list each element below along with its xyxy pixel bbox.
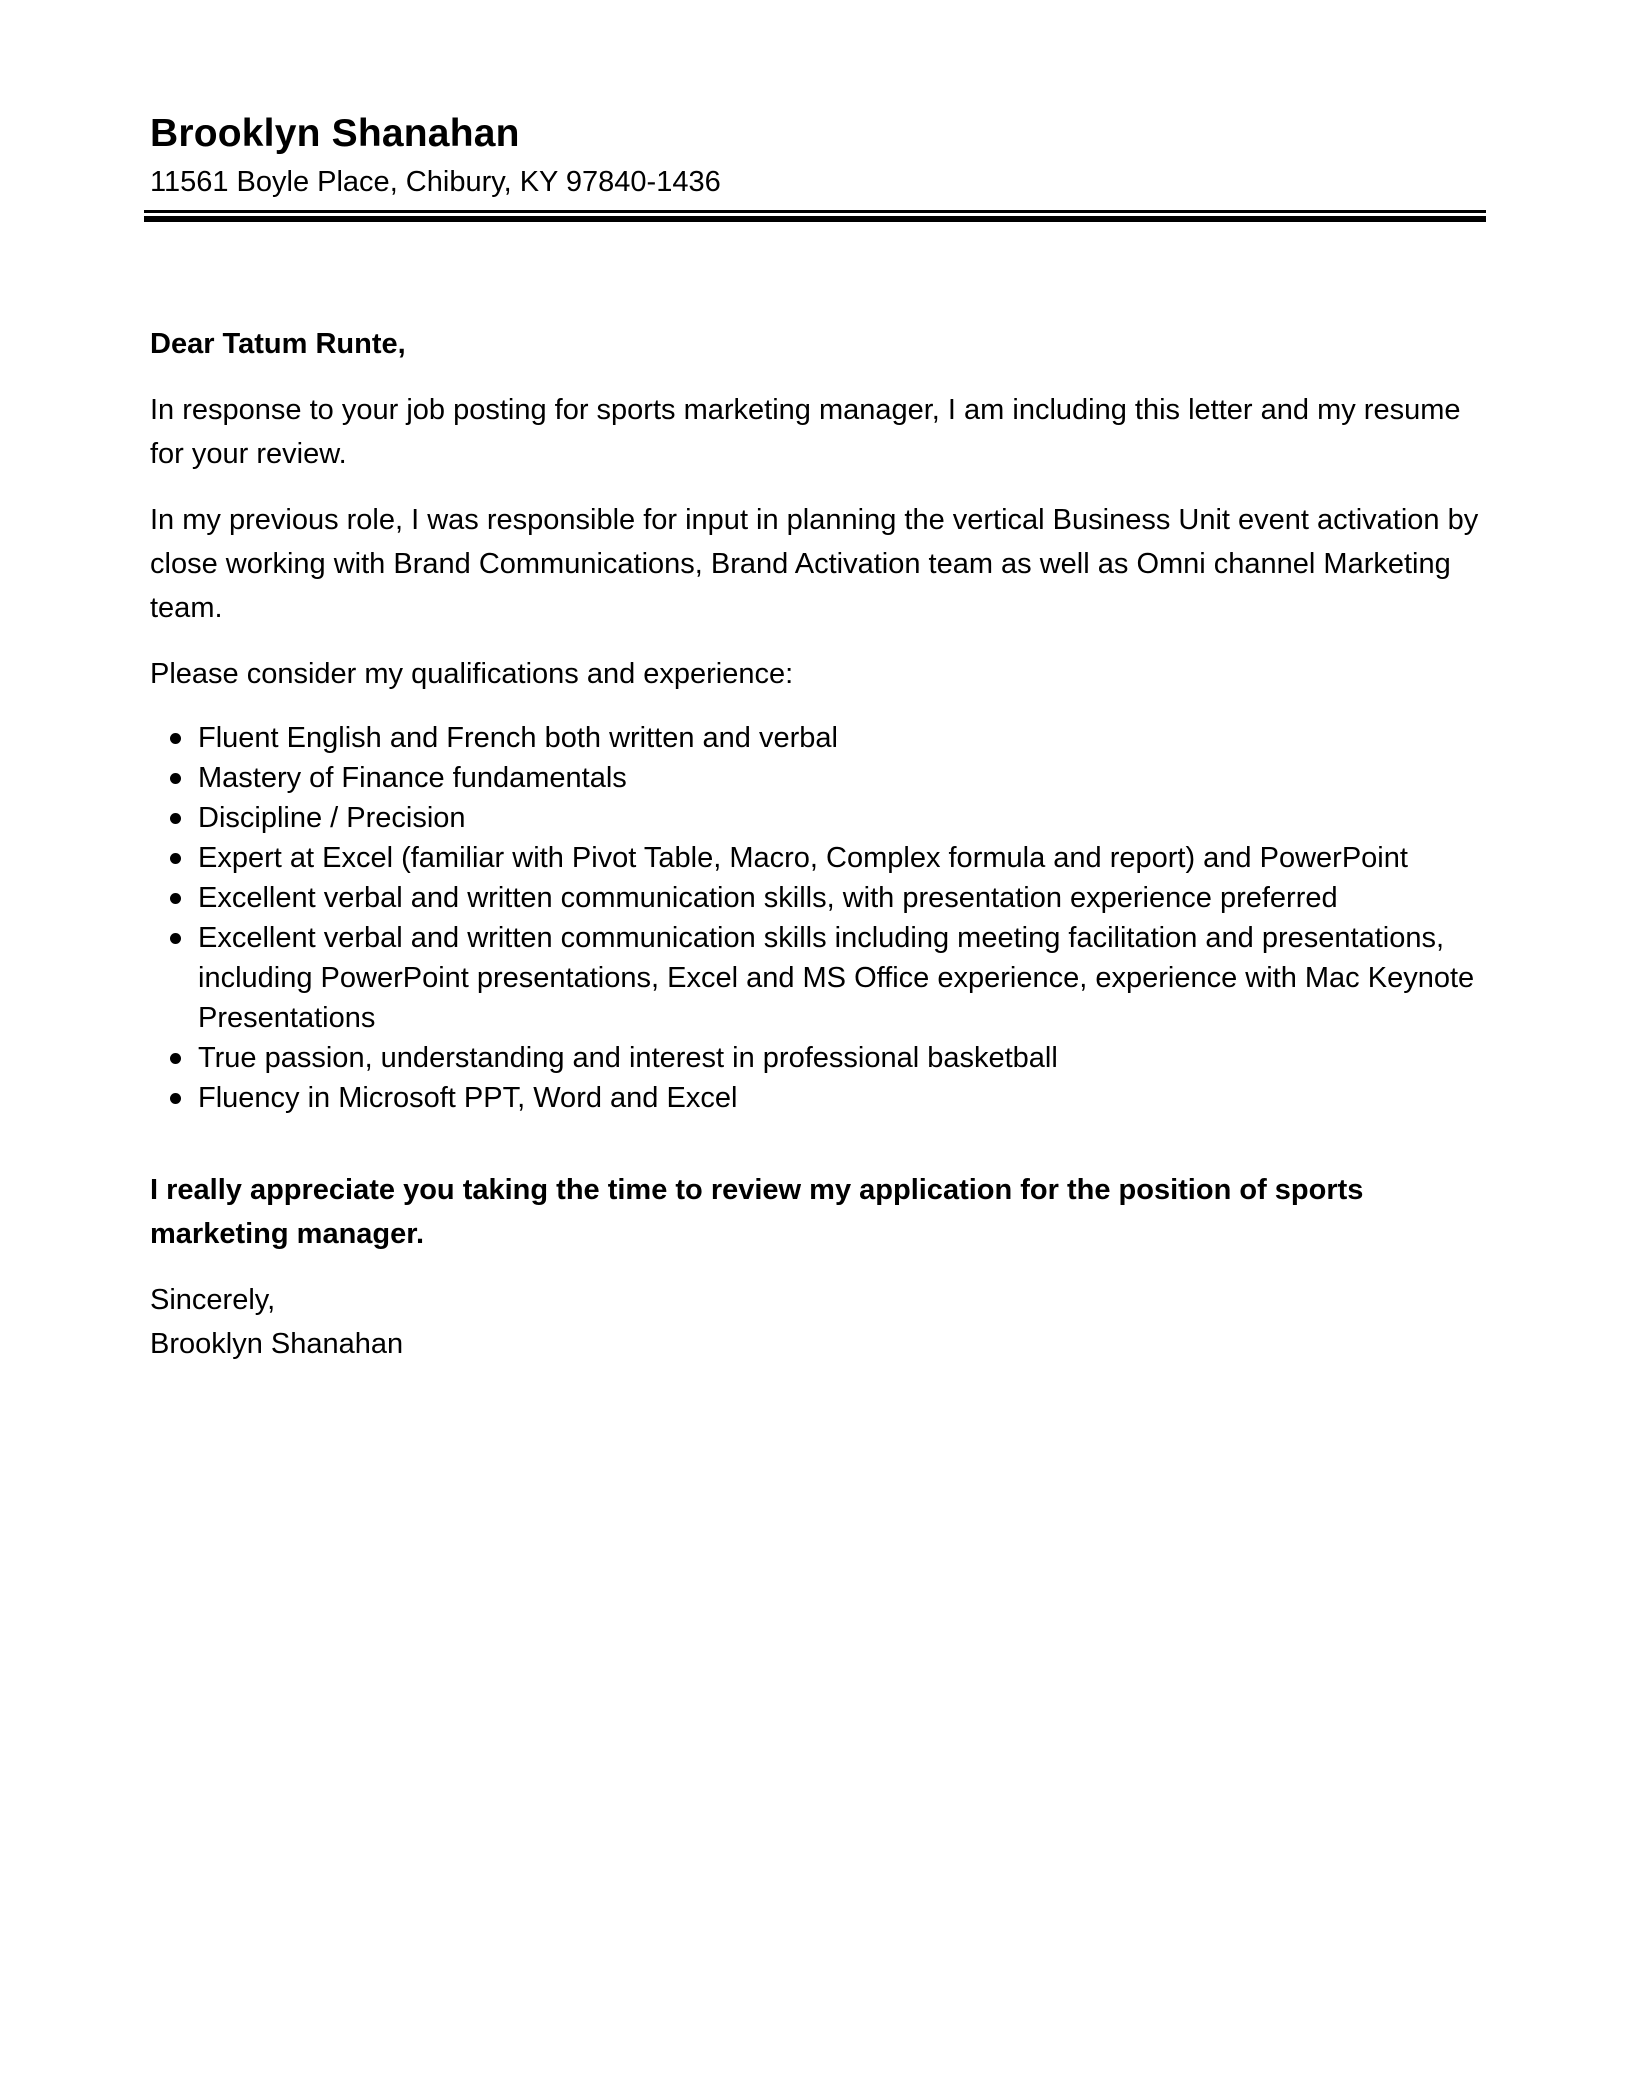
bullet-icon [170,773,181,784]
bullet-icon [170,1093,181,1104]
bullet-icon [170,853,181,864]
bullet-icon [170,813,181,824]
experience-paragraph: In my previous role, I was responsible for input in planning the vertical Business Unit event activation by close working with Brand Communications, Brand Activation team as well as Omni channel Marketing team. [150,504,1479,624]
list-item [150,918,1490,1038]
closing-paragraph: I really appreciate you taking the time to review my application for the position of sports marketing manager. [150,1174,1364,1250]
list-item [150,878,1490,918]
list-item [150,718,1490,758]
bullet-icon [170,893,181,904]
list-item-text: Excellent verbal and written communication skills including meeting facilitation and presentations, including PowerPoint presentations, Excel and MS Office experience, experience with Mac Keynote Presentations [198,922,1475,1034]
list-item [150,798,1490,838]
list-item-text: Excellent verbal and written communication skills, with presentation experience preferred [198,882,1338,914]
header-divider-thick-line [144,216,1486,222]
list-item [150,1038,1490,1078]
bullet-icon [170,733,181,744]
list-item-text: True passion, understanding and interest in professional basketball [198,1042,1058,1074]
signature-name: Brooklyn Shanahan [150,1328,404,1360]
list-item [150,1078,1490,1118]
list-item-text: Expert at Excel (familiar with Pivot Table, Macro, Complex formula and report) and PowerPoint [198,842,1408,874]
header-divider-thin-line [144,210,1486,213]
list-item-text: Discipline / Precision [198,802,466,834]
header-divider [144,210,1486,224]
letter-header [150,108,1490,202]
sender-address: 11561 Boyle Place, Chibury, KY 97840-1436 [150,166,721,198]
intro-paragraph: In response to your job posting for sports marketing manager, I am including this letter and my resume for your review. [150,394,1461,470]
qualifications-list [150,718,1490,1118]
salutation: Dear Tatum Runte, [150,328,406,360]
signoff: Sincerely, [150,1284,276,1316]
list-item-text: Mastery of Finance fundamentals [198,762,627,794]
list-item [150,758,1490,798]
bullet-icon [170,1053,181,1064]
qualifications-intro: Please consider my qualifications and experience: [150,658,794,690]
sender-name: Brooklyn Shanahan [150,112,520,155]
list-item-text: Fluency in Microsoft PPT, Word and Excel [198,1082,738,1114]
bullet-icon [170,933,181,944]
list-item-text: Fluent English and French both written and verbal [198,722,838,754]
letter-body [150,322,1490,1366]
list-item [150,838,1490,878]
